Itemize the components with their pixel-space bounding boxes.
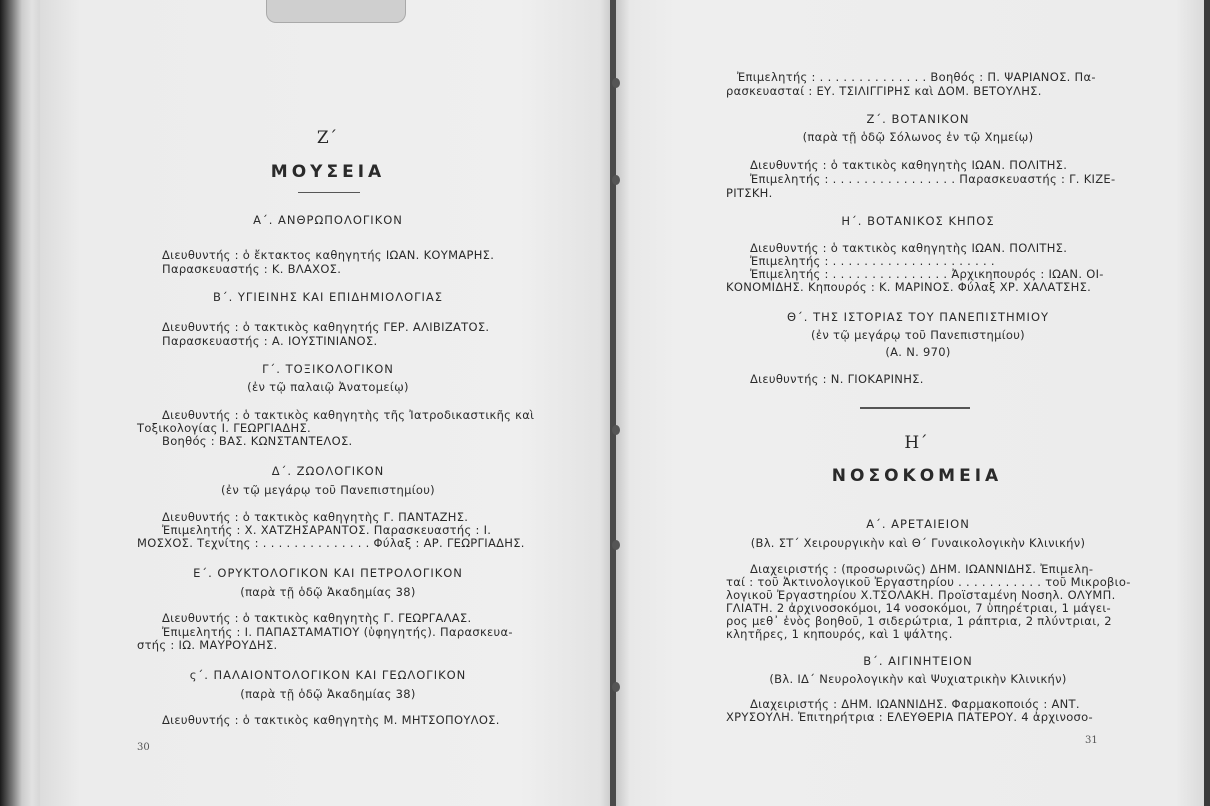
binding-stitch — [612, 78, 620, 88]
entry-title: Β΄. ΥΓΙΕΙΝΗΣ ΚΑΙ ΕΠΙΔΗΜΙΟΛΟΓΙΑΣ — [212, 290, 444, 304]
page-number: 31 — [1085, 735, 1098, 746]
entry-line: Διευθυντής : ὁ τακτικὸς καθηγητὴς Γ. ΓΕΩΡΓΑΛΑΣ. — [162, 611, 472, 625]
section-numeral: Η΄ — [904, 433, 928, 453]
entry-title: Α΄. ΑΡΕΤΑΙΕΙΟΝ — [866, 517, 970, 531]
entry-line: Ἐπιμελητής : . . . . . . . . . . . . . . . Ἀρχικηπουρός : ΙΩΑΝ. ΟΙ- — [750, 267, 1104, 281]
section-title: ΝΟΣΟΚΟΜΕΙΑ — [831, 466, 1003, 486]
entry-line: ταί : τοῦ Ἀκτινολογικοῦ Ἐργαστηρίου . . . . . . . . . . . τοῦ Μικροβιο- — [726, 575, 1131, 589]
entry-line: Διαχειριστής : ΔΗΜ. ΙΩΑΝΝΙΔΗΣ. Φαρμακοποιός : ΑΝΤ. — [750, 697, 1080, 711]
entry-title: Α΄. ΑΝΘΡΩΠΟΛΟΓΙΚΟΝ — [253, 213, 403, 227]
binding-stitch — [612, 175, 620, 185]
entry-title: Ε΄. ΟΡΥΚΤΟΛΟΓΙΚΟΝ ΚΑΙ ΠΕΤΡΟΛΟΓΙΚΟΝ — [193, 566, 463, 580]
entry-line: Διευθυντής : ὁ τακτικὸς καθηγητὴς τῆς Ἰατροδικαστικῆς καὶ — [162, 408, 535, 422]
entry-line: ΓΛΙΑΤΗ. 2 ἀρχινοσοκόμοι, 14 νοσοκόμοι, 7 ὑπηρέτριαι, 1 μάγει- — [726, 601, 1111, 615]
entry-title: Η΄. ΒΟΤΑΝΙΚΟΣ ΚΗΠΟΣ — [841, 214, 995, 228]
entry-line: κλητῆρες, 1 κηπουρός, καὶ 1 ψάλτης. — [726, 627, 953, 641]
entry-subtitle: (ἐν τῷ μεγάρῳ τοῦ Πανεπιστημίου) — [221, 483, 435, 497]
entry-line: Ἐπιμελητής : Χ. ΧΑΤΖΗΣΑΡΑΝΤΟΣ. Παρασκευαστής : Ι. — [162, 523, 492, 537]
book-edge-right — [1204, 0, 1210, 806]
entry-line: ρος μεθ᾽ ἑνὸς βοηθοῦ, 1 σιδερώτρια, 1 ράπτρια, 2 πλύντριαι, 2 — [726, 614, 1112, 628]
binding-stitch — [612, 425, 620, 435]
entry-line: Ἐπιμελητής : . . . . . . . . . . . . . . Βοηθός : Π. ΨΑΡΙΑΝΟΣ. Πα- — [737, 70, 1096, 84]
entry-title: Θ΄. ΤΗΣ ΙΣΤΟΡΙΑΣ ΤΟΥ ΠΑΝΕΠΙΣΤΗΜΙΟΥ — [786, 310, 1050, 324]
entry-title: Ζ΄. ΒΟΤΑΝΙΚΟΝ — [866, 112, 970, 126]
entry-title: ς΄. ΠΑΛΑΙΟΝΤΟΛΟΓΙΚΟΝ ΚΑΙ ΓΕΩΛΟΓΙΚΟΝ — [189, 668, 467, 682]
entry-subtitle: (Α. Ν. 970) — [885, 345, 951, 359]
entry-line: ΜΟΣΧΟΣ. Τεχνίτης : . . . . . . . . . . . . . . Φύλαξ : ΑΡ. ΓΕΩΡΓΙΑΔΗΣ. — [137, 536, 525, 550]
entry-line: Διευθυντής : ὁ ἔκτακτος καθηγητής ΙΩΑΝ. ΚΟΥΜΑΡΗΣ. — [162, 248, 495, 262]
book-edge-left — [0, 0, 40, 806]
entry-line: Βοηθός : ΒΑΣ. ΚΩΝΣΤΑΝΤΕΛΟΣ. — [162, 434, 353, 448]
entry-line: Ἐπιμελητής : . . . . . . . . . . . . . . . . Παρασκευαστής : Γ. ΚΙΖΕ- — [750, 172, 1116, 186]
section-numeral: Ζ΄ — [316, 128, 338, 148]
left-page — [40, 0, 612, 806]
entry-line: ΧΡΥΣΟΥΛΗ. Ἐπιτηρήτρια : ΕΛΕΥΘΕΡΙΑ ΠΑΤΕΡΟΥ. 4 ἀρχινοσο- — [726, 710, 1093, 724]
entry-subtitle: (ἐν τῷ μεγάρῳ τοῦ Πανεπιστημίου) — [811, 328, 1025, 342]
entry-subtitle: (ἐν τῷ παλαιῷ Ἀνατομείῳ) — [247, 380, 409, 394]
entry-line: Διευθυντής : ὁ τακτικὸς καθηγητὴς Μ. ΜΗΤΣΟΠΟΥΛΟΣ. — [162, 713, 500, 727]
binding-stitch — [612, 540, 620, 550]
entry-line: Διευθυντής : ὁ τακτικὸς καθηγητής ΓΕΡ. ΑΛΙΒΙΖΑΤΟΣ. — [162, 320, 490, 334]
entry-title: Δ΄. ΖΩΟΛΟΓΙΚΟΝ — [271, 464, 385, 478]
entry-line: Διευθυντής : ὁ τακτικὸς καθηγητὴς ΙΩΑΝ. ΠΟΛΙΤΗΣ. — [750, 241, 1068, 255]
entry-subtitle: (Βλ. ΙΔ΄ Νευρολογικὴν καὶ Ψυχιατρικὴν Κλινικήν) — [769, 672, 1067, 686]
entry-title: Β΄. ΑΙΓΙΝΗΤΕΙΟΝ — [863, 654, 973, 668]
entry-subtitle: (παρὰ τῇ ὁδῷ Ἀκαδημίας 38) — [240, 585, 416, 599]
page-number: 30 — [137, 742, 150, 753]
entry-line: ΚΟΝΟΜΙΔΗΣ. Κηπουρός : Κ. ΜΑΡΙΝΟΣ. Φύλαξ ΧΡ. ΧΑΛΑΤΣΗΣ. — [726, 280, 1092, 294]
entry-subtitle: (παρὰ τῇ ὁδῷ Ἀκαδημίας 38) — [240, 687, 416, 701]
entry-line: ΡΙΤΣΚΗ. — [726, 186, 773, 200]
entry-title: Γ΄. ΤΟΞΙΚΟΛΟΓΙΚΟΝ — [262, 362, 394, 376]
binder-clip — [266, 0, 406, 23]
entry-line: ρασκευασταί : ΕΥ. ΤΣΙΛΙΓΓΙΡΗΣ καὶ ΔΟΜ. ΒΕΤΟΥΛΗΣ. — [726, 84, 1042, 98]
entry-line: Παρασκευαστής : Α. ΙΟΥΣΤΙΝΙΑΝΟΣ. — [162, 334, 378, 348]
entry-line: Ἐπιμελητής : Ι. ΠΑΠΑΣΤΑΜΑΤΙΟΥ (ὑφηγητής). Παρασκευα- — [162, 625, 513, 639]
entry-line: Διευθυντής : ὁ τακτικὸς καθηγητὴς Γ. ΠΑΝΤΑΖΗΣ. — [162, 510, 469, 524]
entry-line: Διευθυντής : Ν. ΓΙΟΚΑΡΙΝΗΣ. — [750, 372, 924, 386]
entry-subtitle: (Βλ. ΣΤ΄ Χειρουργικὴν καὶ Θ΄ Γυναικολογικὴν Κλινικήν) — [750, 536, 1086, 550]
binding-stitch — [612, 682, 620, 692]
entry-line: στής : ΙΩ. ΜΑΥΡΟΥΔΗΣ. — [137, 638, 278, 652]
entry-line: Διευθυντής : ὁ τακτικὸς καθηγητὴς ΙΩΑΝ. ΠΟΛΙΤΗΣ. — [750, 158, 1068, 172]
entry-line: Ἐπιμελητής : . . . . . . . . . . . . . . . . . . . . . — [750, 254, 995, 268]
entry-line: Διαχειριστής : (προσωρινῶς) ΔΗΜ. ΙΩΑΝΝΙΔΗΣ. Ἐπιμελη- — [750, 562, 1094, 576]
title-rule — [298, 192, 360, 193]
section-title: ΜΟΥΣΕΙΑ — [270, 162, 386, 182]
entry-line: λογικοῦ Ἐργαστηρίου Χ.ΤΣΟΛΑΚΗ. Προϊσταμένη Νοσηλ. ΟΛΥΜΠ. — [726, 588, 1116, 602]
entry-line: Τοξικολογίας Ι. ΓΕΩΡΓΙΑΔΗΣ. — [137, 421, 312, 435]
entry-line: Παρασκευαστής : Κ. ΒΛΑΧΟΣ. — [162, 262, 342, 276]
section-rule — [860, 407, 970, 409]
entry-subtitle: (παρὰ τῇ ὁδῷ Σόλωνος ἐν τῷ Χημείῳ) — [802, 130, 1034, 144]
